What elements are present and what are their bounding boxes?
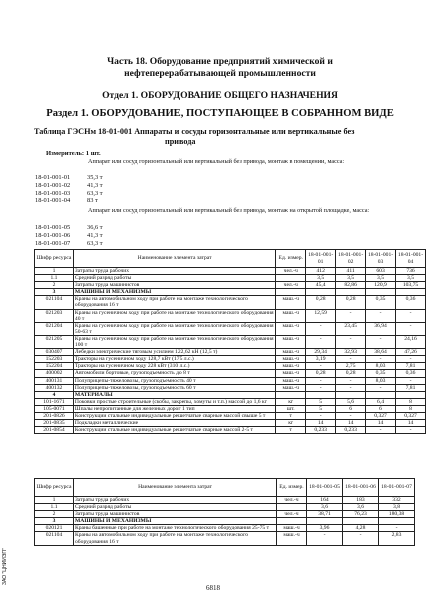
cell-value: - bbox=[336, 335, 366, 348]
cell-value: 3,96 bbox=[307, 525, 343, 532]
cell-unit: кг bbox=[276, 398, 306, 405]
cell-value: - bbox=[396, 309, 426, 322]
cell-value: 411 bbox=[336, 268, 366, 275]
cell-value: 412 bbox=[306, 268, 336, 275]
table-row bbox=[35, 309, 426, 322]
cell-unit: чел.-ч bbox=[277, 497, 307, 504]
table-title bbox=[34, 127, 414, 147]
cell-name: Поковки простые строительные (скобы, закрепы, хомуты и т.п.) массой до 1,6 кг bbox=[73, 398, 275, 405]
cell-code: 021205 bbox=[35, 335, 74, 348]
cell-unit: маш.-ч bbox=[277, 525, 307, 532]
department-title: Отдел 1. ОБОРУДОВАНИЕ ОБЩЕГО НАЗНАЧЕНИЯ bbox=[102, 90, 338, 101]
cell-value: 45,4 bbox=[306, 282, 336, 289]
cell-name: Автомобили бортовые, грузоподъемность до 8 т bbox=[73, 370, 275, 377]
cell-code: 101-1671 bbox=[35, 398, 74, 405]
cell-value: - bbox=[396, 427, 426, 434]
table-row bbox=[35, 412, 426, 419]
cell-code: 021104 bbox=[35, 296, 74, 309]
cell-value: 8,03 bbox=[366, 363, 396, 370]
column-header: Шифр ресурса bbox=[35, 479, 74, 497]
cell-unit: шт. bbox=[276, 405, 306, 412]
table-row bbox=[35, 504, 415, 511]
cell-name: Затраты труда рабочих bbox=[73, 268, 275, 275]
cell-value: - bbox=[379, 525, 415, 532]
cell-value: - bbox=[396, 356, 426, 363]
page-number: 6818 bbox=[206, 584, 220, 592]
cell-unit: маш.-ч bbox=[276, 309, 306, 322]
norm-code: 18-01-001-06 bbox=[35, 231, 71, 239]
cell-value: 0,36 bbox=[396, 370, 426, 377]
cell-value bbox=[336, 391, 366, 398]
column-header: Наименование элемента затрат bbox=[73, 250, 275, 268]
cell-code: 201-0854 bbox=[35, 427, 74, 434]
cell-value bbox=[379, 518, 415, 525]
cell-name: Конструкции стальные индивидуальные решетчатые сварные массой свыше 5 т bbox=[73, 412, 275, 419]
cell-name: Лебедки электрические тяговым усилием 122,62 кН (12,5 т) bbox=[73, 349, 275, 356]
cell-value: 180,38 bbox=[379, 511, 415, 518]
code-list-row bbox=[35, 240, 127, 248]
cell-value: 0,35 bbox=[366, 370, 396, 377]
column-header: 18-01-001-01 bbox=[306, 250, 336, 268]
column-header: Ед. измер. bbox=[277, 479, 307, 497]
section-title: Раздел 1. ОБОРУДОВАНИЕ, ПОСТУПАЮЩЕЕ В СОБРАННОМ ВИДЕ bbox=[46, 108, 394, 119]
cell-value: - bbox=[336, 384, 366, 391]
cell-value bbox=[366, 391, 396, 398]
cell-name: Полуприцепы-тяжеловозы, грузоподъемность 40 т bbox=[73, 377, 275, 384]
cell-code: 4 bbox=[35, 391, 74, 398]
table-header-row bbox=[35, 250, 426, 268]
cell-value: 5,6 bbox=[336, 398, 366, 405]
cell-value: 36,94 bbox=[366, 322, 396, 335]
cell-value bbox=[306, 391, 336, 398]
table-row bbox=[35, 497, 415, 504]
cell-value: 6 bbox=[366, 405, 396, 412]
cell-name: Затраты труда рабочих bbox=[74, 497, 277, 504]
cell-unit: маш.-ч bbox=[276, 322, 306, 335]
table-row bbox=[35, 356, 426, 363]
cell-value: 14 bbox=[396, 420, 426, 427]
cell-value: 6 bbox=[336, 405, 366, 412]
cell-code: 152203 bbox=[35, 356, 74, 363]
cell-value bbox=[306, 289, 336, 296]
cell-value: 14 bbox=[306, 420, 336, 427]
cell-value: 38,71 bbox=[307, 511, 343, 518]
cell-value: 3,8 bbox=[379, 504, 415, 511]
cell-name: Конструкции стальные индивидуальные решетчатые сварные массой 2-5 т bbox=[73, 427, 275, 434]
cell-value: 4,28 bbox=[343, 525, 379, 532]
table-header-row bbox=[35, 479, 415, 497]
table-row bbox=[35, 296, 426, 309]
part-title: Часть 18. Оборудование предприятий химической и нефтеперерабатывающей промышленности bbox=[107, 56, 333, 79]
cell-code: 021104 bbox=[35, 532, 74, 545]
table-row bbox=[35, 511, 415, 518]
cell-code: 400002 bbox=[35, 370, 74, 377]
cell-value: 82,86 bbox=[336, 282, 366, 289]
cell-unit: т bbox=[276, 412, 306, 419]
cell-code: 400131 bbox=[35, 377, 74, 384]
cell-name: МАШИНЫ И МЕХАНИЗМЫ bbox=[73, 289, 275, 296]
cell-value: 3,19 bbox=[306, 356, 336, 363]
cell-code: 021204 bbox=[35, 322, 74, 335]
cell-value bbox=[396, 289, 426, 296]
code-list-row bbox=[35, 232, 127, 240]
cell-code: 1.1 bbox=[35, 504, 74, 511]
cell-value: - bbox=[306, 384, 336, 391]
table-row bbox=[35, 525, 415, 532]
cell-unit: маш.-ч bbox=[276, 377, 306, 384]
cell-name: Краны на гусеничном ходу при работе на монтаже технологического оборудования 100 т bbox=[73, 335, 275, 348]
cell-code: 021203 bbox=[35, 309, 74, 322]
cell-value bbox=[307, 518, 343, 525]
cell-name: Средний разряд работы bbox=[73, 275, 275, 282]
cell-value: 3,5 bbox=[366, 275, 396, 282]
cell-value bbox=[336, 289, 366, 296]
cell-value bbox=[396, 391, 426, 398]
cell-value: 603 bbox=[366, 268, 396, 275]
table-row bbox=[35, 384, 426, 391]
cell-unit: чел.-ч bbox=[276, 268, 306, 275]
cell-code: 201-0826 bbox=[35, 412, 74, 419]
cell-name: Шпалы непропитанные для железных дорог 1 тип bbox=[73, 405, 275, 412]
column-header: 18-01-001-07 bbox=[379, 479, 415, 497]
cell-value: - bbox=[336, 377, 366, 384]
cell-value: - bbox=[306, 335, 336, 348]
cell-value: 2,83 bbox=[379, 532, 415, 545]
table-row bbox=[35, 420, 426, 427]
cell-unit: маш.-ч bbox=[277, 532, 307, 545]
cell-unit bbox=[276, 275, 306, 282]
table-row bbox=[35, 268, 426, 275]
cell-value: 0,36 bbox=[396, 296, 426, 309]
norm-mass: 63,3 т bbox=[87, 239, 103, 247]
cell-unit: маш.-ч bbox=[276, 335, 306, 348]
cell-unit bbox=[276, 391, 306, 398]
column-header: Наименование элемента затрат bbox=[74, 479, 277, 497]
table-row bbox=[35, 398, 426, 405]
table-title-line-1: Таблица ГЭСНм 18-01-001 Аппараты и сосуды горизонтальные или вертикальные без bbox=[34, 127, 355, 136]
cell-value: 120,9 bbox=[366, 282, 396, 289]
cell-value: 8 bbox=[396, 398, 426, 405]
column-header: Ед. измер. bbox=[276, 250, 306, 268]
cell-value: 8,03 bbox=[366, 377, 396, 384]
cell-value: 32,93 bbox=[336, 349, 366, 356]
table-row bbox=[35, 289, 426, 296]
cell-code: 2 bbox=[35, 511, 74, 518]
table-row bbox=[35, 282, 426, 289]
cell-value: 0,28 bbox=[306, 296, 336, 309]
cell-value: 6,4 bbox=[366, 398, 396, 405]
cell-value: 0,233 bbox=[336, 427, 366, 434]
norm-code: 18-01-001-02 bbox=[35, 181, 71, 189]
norm-mass: 41,3 т bbox=[87, 231, 103, 239]
norm-code: 18-01-001-05 bbox=[35, 224, 71, 231]
group-1-code-list bbox=[35, 174, 127, 205]
cell-name: Краны на автомобильном ходу при работе на монтаже технологического оборудования 16 т bbox=[74, 532, 277, 545]
cell-code: 152204 bbox=[35, 363, 74, 370]
cell-unit: маш.-ч bbox=[276, 356, 306, 363]
cell-code: 030407 bbox=[35, 349, 74, 356]
code-list-row bbox=[35, 224, 127, 232]
group-1-description: Аппарат или сосуд горизонтальный или вертикальный без привода, монтаж в помещении, масса: bbox=[88, 158, 345, 165]
cell-value: - bbox=[307, 532, 343, 545]
cell-value: - bbox=[396, 377, 426, 384]
cell-value: 38,64 bbox=[366, 349, 396, 356]
cell-value: 5 bbox=[306, 398, 336, 405]
cell-name: Тракторы на гусеничном ходу 128,7 кВт (175 л.с.) bbox=[73, 356, 275, 363]
cell-value: 12,59 bbox=[306, 309, 336, 322]
cell-unit: маш.-ч bbox=[276, 370, 306, 377]
norm-code: 18-01-001-01 bbox=[35, 174, 71, 181]
cell-code: 3 bbox=[35, 289, 74, 296]
cell-name: Краны на гусеничном ходу при работе на монтаже технологического оборудования 50-63 т bbox=[73, 322, 275, 335]
cell-value: 7,81 bbox=[396, 363, 426, 370]
cell-value: - bbox=[366, 427, 396, 434]
cell-value: 24,16 bbox=[396, 335, 426, 348]
cell-value: 76,23 bbox=[343, 511, 379, 518]
table-row bbox=[35, 363, 426, 370]
cell-value: 3,6 bbox=[307, 504, 343, 511]
cell-value: 332 bbox=[379, 497, 415, 504]
table-row bbox=[35, 275, 426, 282]
cell-value: 0,327 bbox=[396, 412, 426, 419]
cell-value: 164 bbox=[307, 497, 343, 504]
group-2-code-list bbox=[35, 224, 127, 247]
cell-value: - bbox=[306, 322, 336, 335]
cell-value: - bbox=[306, 412, 336, 419]
cell-name: Тракторы на гусеничном ходу 228 кВт (310 л.с.) bbox=[73, 363, 275, 370]
cell-unit: маш.-ч bbox=[276, 384, 306, 391]
cell-value: - bbox=[366, 309, 396, 322]
cell-value: - bbox=[366, 384, 396, 391]
cell-value: - bbox=[306, 363, 336, 370]
cell-value: 0,327 bbox=[366, 412, 396, 419]
cell-value: - bbox=[336, 356, 366, 363]
cell-name: Затраты труда машинистов bbox=[73, 282, 275, 289]
cell-unit bbox=[277, 504, 307, 511]
norm-mass: 36,6 т bbox=[87, 224, 103, 231]
table-row bbox=[35, 518, 415, 525]
table-row bbox=[35, 427, 426, 434]
cell-value: 0,28 bbox=[306, 370, 336, 377]
cell-name: Средний разряд работы bbox=[74, 504, 277, 511]
cell-code: 201-0835 bbox=[35, 420, 74, 427]
cell-name: Краны на гусеничном ходу при работе на монтаже технологического оборудования 40 т bbox=[73, 309, 275, 322]
table-row bbox=[35, 322, 426, 335]
cell-value: - bbox=[396, 322, 426, 335]
cell-value: 14 bbox=[366, 420, 396, 427]
table-title-line-2: привода bbox=[165, 137, 196, 146]
cell-value bbox=[343, 518, 379, 525]
cell-name: МАТЕРИАЛЫ bbox=[73, 391, 275, 398]
cell-value: 3,5 bbox=[396, 275, 426, 282]
table-row bbox=[35, 335, 426, 348]
cell-value: 183 bbox=[343, 497, 379, 504]
table-row bbox=[35, 405, 426, 412]
column-header: 18-01-001-02 bbox=[336, 250, 366, 268]
cell-code: 1 bbox=[35, 497, 74, 504]
cell-value: 3,6 bbox=[343, 504, 379, 511]
column-header: 18-01-001-06 bbox=[343, 479, 379, 497]
cell-name: Полуприцепы-тяжеловозы, грузоподъемность 60 т bbox=[73, 384, 275, 391]
cell-code: 2 bbox=[35, 282, 74, 289]
cell-name: Подкладки металлические bbox=[73, 420, 275, 427]
cell-value: 7,81 bbox=[396, 384, 426, 391]
meter-label: Измеритель: 1 шт. bbox=[46, 150, 101, 157]
resource-table-1 bbox=[34, 249, 426, 434]
cell-value: 2,75 bbox=[336, 363, 366, 370]
cell-code: 105-0071 bbox=[35, 405, 74, 412]
code-list-row bbox=[35, 182, 127, 190]
cell-value: - bbox=[336, 309, 366, 322]
side-publisher-label: ЗАО "ЦНИИЭП" bbox=[2, 548, 8, 585]
column-header: 18-01-001-03 bbox=[366, 250, 396, 268]
norm-mass: 35,3 т bbox=[87, 174, 103, 181]
cell-value: 3,5 bbox=[336, 275, 366, 282]
cell-code: 1.1 bbox=[35, 275, 74, 282]
cell-value: 0,28 bbox=[336, 296, 366, 309]
table-row bbox=[35, 532, 415, 545]
cell-name: МАШИНЫ И МЕХАНИЗМЫ bbox=[74, 518, 277, 525]
cell-value: - bbox=[366, 356, 396, 363]
column-header: 18-01-001-05 bbox=[307, 479, 343, 497]
table-row bbox=[35, 349, 426, 356]
column-header: Шифр ресурса bbox=[35, 250, 74, 268]
cell-value bbox=[366, 289, 396, 296]
cell-name: Краны на автомобильном ходу при работе на монтаже технологического оборудования 16 т bbox=[73, 296, 275, 309]
norm-code: 18-01-001-03 bbox=[35, 189, 71, 197]
cell-unit: т bbox=[276, 427, 306, 434]
cell-unit: маш.-ч bbox=[276, 349, 306, 356]
cell-unit bbox=[276, 289, 306, 296]
cell-value: 0,233 bbox=[306, 427, 336, 434]
resource-table-2 bbox=[34, 478, 415, 546]
cell-unit: чел.-ч bbox=[277, 511, 307, 518]
cell-value: 8 bbox=[396, 405, 426, 412]
norm-mass: 41,3 т bbox=[87, 181, 103, 189]
cell-value: - bbox=[366, 335, 396, 348]
norm-mass: 63,3 т bbox=[87, 189, 103, 197]
cell-name: Затраты труда машинистов bbox=[74, 511, 277, 518]
cell-value: 3,5 bbox=[306, 275, 336, 282]
table-row bbox=[35, 391, 426, 398]
cell-code: 400132 bbox=[35, 384, 74, 391]
norm-mass: 83 т bbox=[87, 197, 98, 205]
cell-code: 3 bbox=[35, 518, 74, 525]
cell-value: 103,75 bbox=[396, 282, 426, 289]
code-list-row bbox=[35, 197, 127, 205]
cell-unit: маш.-ч bbox=[276, 363, 306, 370]
cell-value: 23,45 bbox=[336, 322, 366, 335]
code-list-row bbox=[35, 174, 127, 182]
table-row bbox=[35, 370, 426, 377]
norm-code: 18-01-001-07 bbox=[35, 239, 71, 247]
norm-code: 18-01-001-04 bbox=[35, 197, 71, 205]
cell-value: - bbox=[343, 532, 379, 545]
cell-code: 1 bbox=[35, 268, 74, 275]
cell-unit: маш.-ч bbox=[276, 296, 306, 309]
cell-value: - bbox=[336, 412, 366, 419]
cell-code: 020121 bbox=[35, 525, 74, 532]
table-row bbox=[35, 377, 426, 384]
cell-value: 0,28 bbox=[336, 370, 366, 377]
cell-value: 0,35 bbox=[366, 296, 396, 309]
cell-value: 29,34 bbox=[306, 349, 336, 356]
code-list-row bbox=[35, 190, 127, 198]
cell-unit: чел.-ч bbox=[276, 282, 306, 289]
group-2-description: Аппарат или сосуд горизонтальный или вертикальный без привода, монтаж на открытой площадке, масса: bbox=[88, 207, 370, 214]
cell-value: 14 bbox=[336, 420, 366, 427]
cell-value: 736 bbox=[396, 268, 426, 275]
cell-value: 5 bbox=[306, 405, 336, 412]
cell-name: Краны башенные при работе на монтаже технологического оборудования 25-75 т bbox=[74, 525, 277, 532]
column-header: 18-01-001-04 bbox=[396, 250, 426, 268]
cell-value: - bbox=[306, 377, 336, 384]
cell-unit bbox=[277, 518, 307, 525]
cell-unit: кг bbox=[276, 420, 306, 427]
cell-value: 47,26 bbox=[396, 349, 426, 356]
